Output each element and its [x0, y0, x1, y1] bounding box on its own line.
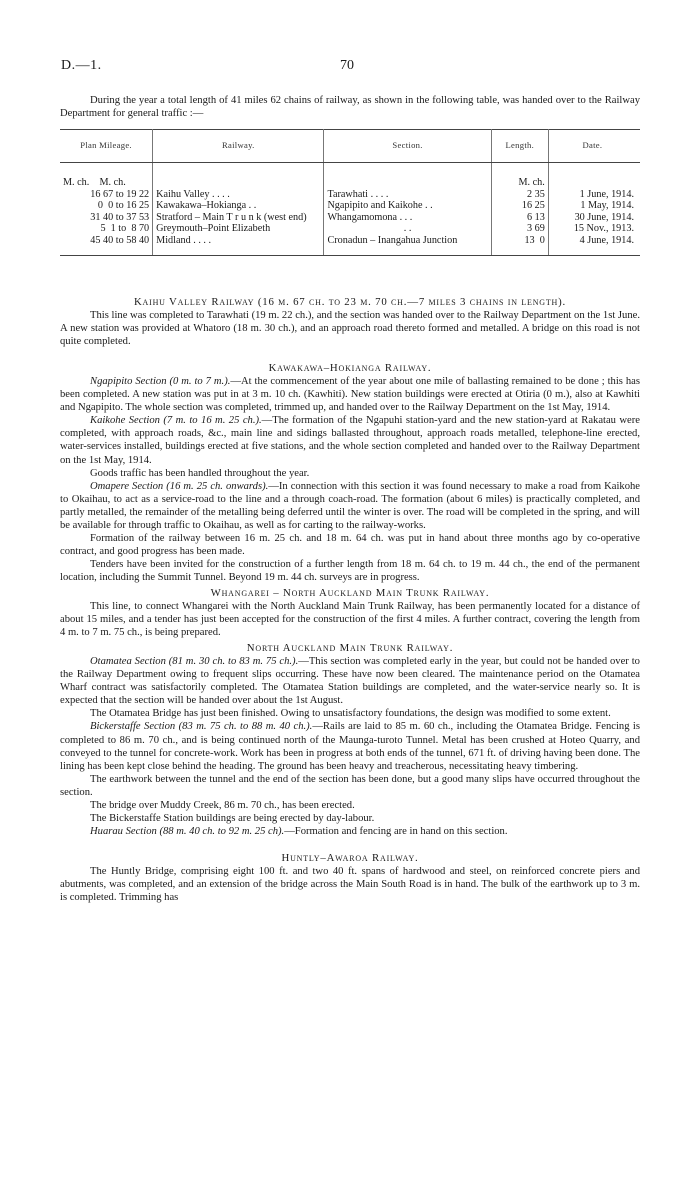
- cell-railway: Greymouth–Point Elizabeth: [153, 223, 324, 235]
- cell-plan-mileage: 45 40 to 58 40: [60, 235, 153, 255]
- cell-plan-mileage: 0 0 to 16 25: [60, 200, 153, 212]
- cell-section: Ngapipito and Kaikohe . .: [324, 200, 491, 212]
- table-row: [60, 200, 640, 212]
- omapere-paragraph: Omapere Section (16 m. 25 ch. onwards).—In connection with this section it was found necessary to make a road from Kaikohe to Okaihau, to act as a service-road to the line and a through coach-road. The formation (about 6 miles) is practically completed, and partly metalled, the remainder of the metalling being deferred until the winter is over. The road will be completed in the spring, and will be available for through traffic to Okaihau, as well as for carting to the railway-works.: [60, 480, 640, 531]
- cell-plan-mileage: 31 40 to 37 53: [60, 212, 153, 224]
- cell-date: 4 June, 1914.: [548, 235, 640, 255]
- huarau-paragraph: Huarau Section (88 m. 40 ch. to 92 m. 25 ch).—Formation and fencing are in hand on this section.: [90, 825, 508, 837]
- tenders-paragraph: Tenders have been invited for the construction of a further length from 18 m. 64 ch. to 19 m. 44 ch., the end of the permanent location, including the Summit Tunnel. Beyond 19 m. 44 ch. surveys are in progress.: [60, 558, 640, 583]
- table-units-row: [60, 163, 640, 189]
- cell-length: 13 0: [491, 235, 548, 255]
- cell-plan-mileage: 5 1 to 8 70: [60, 223, 153, 235]
- cell-section: . .: [324, 223, 491, 235]
- huntly-heading: Huntly–Awaroa Railway.: [281, 851, 419, 864]
- col-length: Length.: [491, 130, 548, 163]
- cell-length: 3 69: [491, 223, 548, 235]
- ngapipito-paragraph: Ngapipito Section (0 m. to 7 m.).—At the commencement of the year about one mile of ballasting remained to be done ; this has been completed. A new station was put in at 3 m. 10 ch. (Kawhiti). New station buildings were erected at Otiria (0 m.), also at Kawhiti and Ngapipito. The whole section was completed, trimmed up, and handed over to the Railway Department on the 1st May, 1914.: [60, 376, 640, 414]
- cell-date: 30 June, 1914.: [574, 211, 634, 223]
- bickerstaffe-title: Bickerstaffe Section (83 m. 75 ch. to 88 m. 40 ch.).: [90, 721, 313, 733]
- cell-railway: Kawakawa–Hokianga . .: [153, 200, 324, 212]
- whangarei-heading: Whangarei – North Auckland Main Trunk Railway.: [210, 586, 490, 599]
- kaihu-heading: Kaihu Valley Railway (16 m. 67 ch. to 23 m. 70 ch.—7 miles 3 chains in length).: [133, 296, 567, 308]
- table-row: [60, 235, 640, 255]
- kaikohe-paragraph: Kaikohe Section (7 m. to 16 m. 25 ch.).—The formation of the Ngapuhi station-yard and the new station-yard at Rakatau were completed, with approach roads, &c., main line and sidings ballasted throughout, approach roads metalled, telephone-line erected, water-services installed, buildings erected at five stations, and the whole section completed and handed over to the Railway Department on the 1st May, 1914.: [60, 415, 640, 466]
- cell-plan-mileage: 16 67 to 19 22: [60, 189, 153, 201]
- goods-paragraph: Goods traffic has been handled throughout the year.: [90, 467, 310, 479]
- cell-date: 1 June, 1914.: [579, 188, 634, 200]
- units-plan-mileage: M. ch. M. ch.: [60, 163, 153, 189]
- cell-date: 15 Nov., 1913.: [573, 223, 634, 235]
- document-id: D.—1.: [61, 58, 102, 73]
- omapere-title: Omapere Section (16 m. 25 ch. onwards).: [90, 480, 269, 492]
- cell-railway: Stratford – Main T r u n k (west end): [153, 212, 324, 224]
- huntly-paragraph: The Huntly Bridge, comprising eight 100 ft. and two 40 ft. spans of hardwood and steel, on reinforced concrete piers and abutments, was completed, and an extension of the bridge across the Main South Road is in hand. The bulk of the earthwork up to 3 m. is completed. Trimming has: [60, 865, 640, 904]
- table-row: [60, 212, 640, 224]
- bickerstaffe-paragraph: Bickerstaffe Section (83 m. 75 ch. to 88 m. 40 ch.).—Rails are laid to 85 m. 60 ch., including the Otamatea Bridge. Fencing is completed to 86 m. 70 ch., and is being continued north of the Maunga-turoto Tunnel. Metal has been crushed at Hoteo Quarry, and conveyed to the tunnel for concrete-work. Work has been in progress at both ends of the tunnel, 671 ft. of driving having been done. The lining has been kept close behind the heading. The ground has been heavy and treacherous, necessitating heavy timbering.: [60, 721, 640, 772]
- otamatea-title: Otamatea Section (81 m. 30 ch. to 83 m. 75 ch.).: [90, 656, 299, 668]
- cell-section: Cronadun – Inangahua Junction: [324, 235, 491, 255]
- otamatea-bridge-paragraph: The Otamatea Bridge has just been finished. Owing to unsatisfactory foundations, the design was modified to some extent.: [90, 708, 611, 720]
- whangarei-paragraph: This line, to connect Whangarei with the North Auckland Main Trunk Railway, has been permanently located for a distance of about 15 miles, and a tender has just been accepted for the construction of the first 4 miles. A further contract, covering the length from 4 m. to 7 m. 75 ch., is being prepared.: [60, 601, 640, 639]
- huarau-title: Huarau Section (88 m. 40 ch. to 92 m. 25 ch).: [90, 825, 285, 837]
- col-section: Section.: [324, 130, 491, 163]
- table-row: [60, 223, 640, 235]
- col-plan-mileage: Plan Mileage.: [60, 130, 153, 163]
- cell-section: Tarawhati . . . .: [324, 189, 491, 201]
- cell-railway: Midland . . . .: [153, 235, 324, 255]
- cell-section: Whangamomona . . .: [324, 212, 491, 224]
- kaikohe-title: Kaikohe Section (7 m. to 16 m. 25 ch.).: [90, 415, 262, 427]
- table-header-row: [60, 130, 640, 163]
- cell-date: 1 May, 1914.: [580, 200, 634, 212]
- report-body: [60, 296, 640, 904]
- ngapipito-title: Ngapipito Section (0 m. to 7 m.).: [90, 376, 231, 388]
- page-header: [60, 0, 640, 73]
- cell-length: 2 35: [491, 189, 548, 201]
- cell-length: 16 25: [491, 200, 548, 212]
- formation-paragraph: Formation of the railway between 16 m. 25 ch. and 18 m. 64 ch. was put in hand about three months ago by co-operative contract, and good progress has been made.: [60, 532, 640, 557]
- page-number: 70: [340, 58, 354, 73]
- document-page: [60, 0, 640, 904]
- muddy-creek-paragraph: The bridge over Muddy Creek, 86 m. 70 ch., has been erected.: [90, 799, 355, 811]
- bickerstaffe-station-paragraph: The Bickerstaffe Station buildings are being erected by day-labour.: [90, 812, 375, 824]
- otamatea-paragraph: Otamatea Section (81 m. 30 ch. to 83 m. 75 ch.).—This section was completed early in the year, but could not be handed over to the Railway Department owing to frequent slips occurring. These have now been cleared. The maintenance period on the Otamatea Wharf contract was satisfactorily completed. The Otamatea Station buildings are completed, and the water-service nearly so. It is expected that the section will be handed over about the 1st August.: [60, 656, 640, 707]
- col-railway: Railway.: [153, 130, 324, 163]
- cell-length: 6 13: [491, 212, 548, 224]
- units-length: M. ch.: [491, 163, 548, 189]
- intro-paragraph: During the year a total length of 41 miles 62 chains of railway, as shown in the following table, was handed over to the Railway Department for general traffic :—: [60, 95, 640, 119]
- earthwork-paragraph: The earthwork between the tunnel and the end of the section has been done, but a good many slips have occurred throughout the section.: [60, 773, 640, 798]
- kawakawa-heading: Kawakawa–Hokianga Railway.: [268, 362, 432, 375]
- table-row: [60, 189, 640, 201]
- kaihu-paragraph: This line was completed to Tarawhati (19 m. 22 ch.), and the section was handed over to the Railway Department on the 1st June. A new station was provided at Whatoro (18 m. 30 ch.), and an approach road thereto formed and metalled. A bridge on this road is not quite completed.: [60, 310, 640, 348]
- cell-railway: Kaihu Valley . . . .: [153, 189, 324, 201]
- col-date: Date.: [548, 130, 640, 163]
- north-auckland-heading: North Auckland Main Trunk Railway.: [246, 642, 454, 655]
- railway-handover-table: [60, 129, 640, 256]
